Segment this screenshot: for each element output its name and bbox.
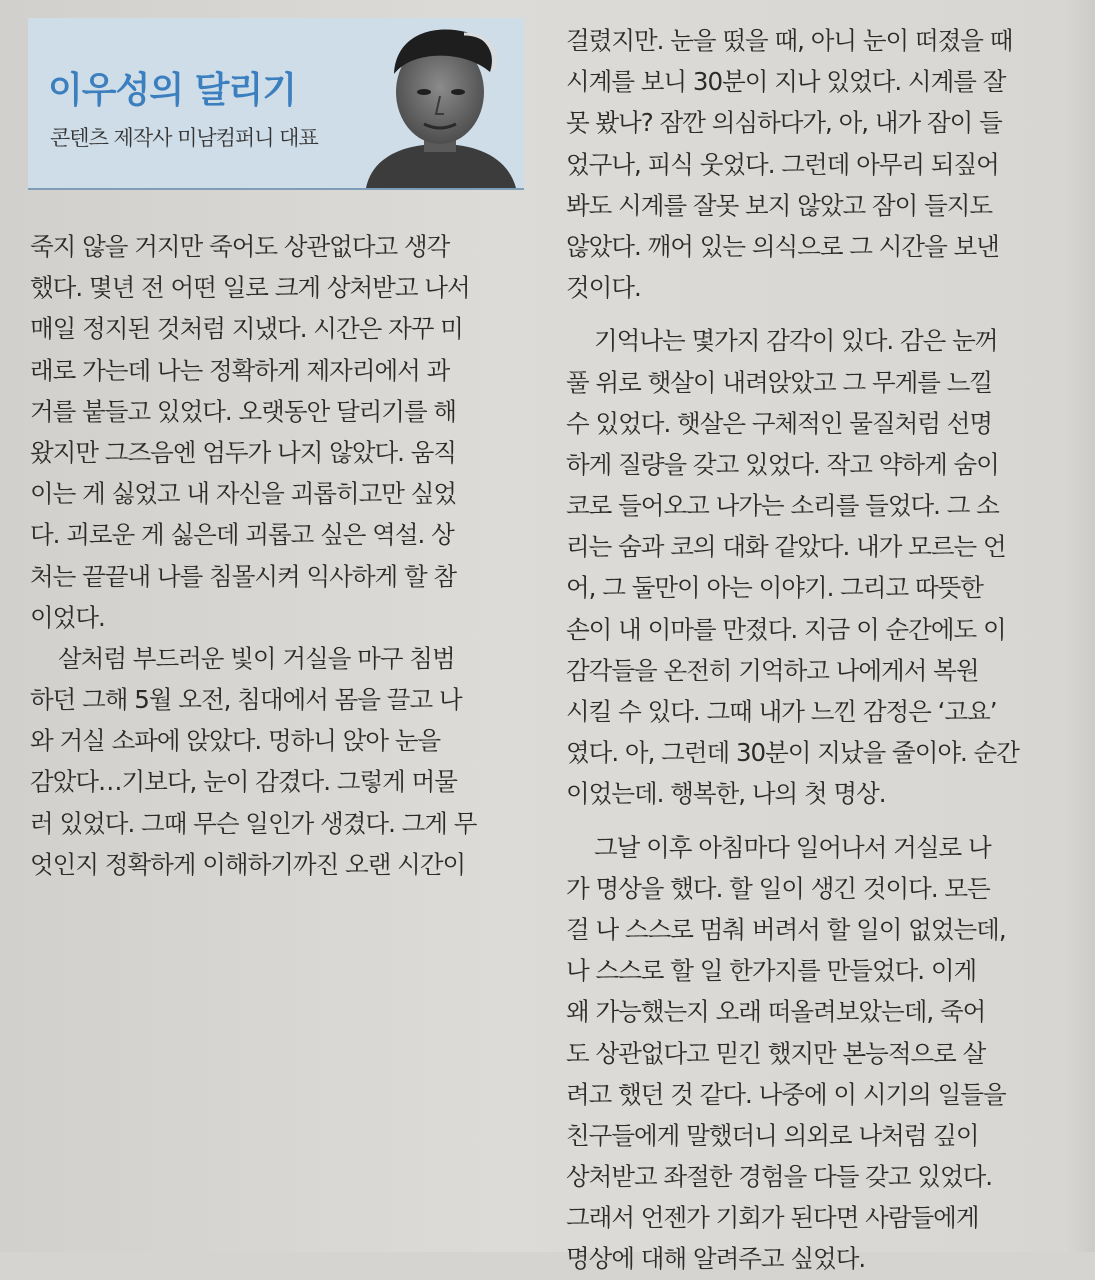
paragraph-gap bbox=[566, 308, 1066, 320]
text-line: 이는 게 싫었고 내 자신을 괴롭히고만 싶었 bbox=[30, 479, 457, 509]
text-line: 죽지 않을 거지만 죽어도 상관없다고 생각 bbox=[30, 232, 450, 261]
text-line: 매일 정지된 것처럼 지냈다. 시간은 자꾸 미 bbox=[30, 314, 463, 344]
text-line: 이었다. bbox=[30, 602, 105, 632]
paragraph-start-line: 기억나는 몇가지 감각이 있다. 감은 눈꺼 bbox=[594, 326, 998, 356]
text-line: 코로 들어오고 나가는 소리를 들었다. 그 소 bbox=[566, 491, 999, 521]
text-line: 다. 괴로운 게 싫은데 괴롭고 싶은 역설. 상 bbox=[30, 520, 454, 550]
text-line: 풀 위로 햇살이 내려앉았고 그 무게를 느낄 bbox=[566, 367, 993, 397]
text-line: 명상에 대해 알려주고 싶었다. bbox=[566, 1244, 866, 1274]
text-line: 했다. 몇년 전 어떤 일로 크게 상처받고 나서 bbox=[30, 273, 470, 303]
text-line: 왔지만 그즈음엔 엄두가 나지 않았다. 움직 bbox=[30, 437, 457, 467]
text-line: 하게 질량을 갖고 있었다. 작고 약하게 숨이 bbox=[566, 449, 999, 479]
text-line: 시계를 보니 30분이 지나 있었다. 시계를 잘 bbox=[566, 67, 1006, 97]
text-line: 거를 붙들고 있었다. 오랫동안 달리기를 해 bbox=[30, 396, 457, 426]
text-line: 와 거실 소파에 앉았다. 멍하니 앉아 눈을 bbox=[30, 726, 441, 756]
text-line: 도 상관없다고 믿긴 했지만 본능적으로 살 bbox=[566, 1038, 986, 1068]
author-byline: 콘텐츠 제작사 미남컴퍼니 대표 bbox=[50, 126, 318, 150]
text-line: 친구들에게 말했더니 의외로 나처럼 깊이 bbox=[566, 1120, 979, 1150]
text-line: 감각들을 온전히 기억하고 나에게서 복원 bbox=[566, 655, 979, 685]
text-line: 엇인지 정확하게 이해하기까진 오랜 시간이 bbox=[30, 849, 466, 879]
text-line: 려고 했던 것 같다. 나중에 이 시기의 일들을 bbox=[566, 1079, 1006, 1109]
column-header bbox=[28, 18, 524, 190]
text-line: 러 있었다. 그때 무슨 일인가 생겼다. 그게 무 bbox=[30, 808, 477, 838]
text-line: 수 있었다. 햇살은 구체적인 물질처럼 선명 bbox=[566, 408, 993, 438]
text-line: 걸렸지만. 눈을 떴을 때, 아니 눈이 떠졌을 때 bbox=[566, 26, 1013, 55]
text-line: 시킬 수 있다. 그때 내가 느낀 감정은 ‘고요’ bbox=[566, 697, 997, 726]
text-line: 처는 끝끝내 나를 침몰시켜 익사하게 할 참 bbox=[30, 561, 457, 591]
article-right-column bbox=[566, 20, 1066, 1280]
text-line: 것이다. bbox=[566, 273, 641, 303]
text-line: 였다. 아, 그런데 30분이 지났을 줄이야. 순간 bbox=[566, 738, 1019, 768]
paragraph-gap bbox=[566, 815, 1066, 827]
paragraph-start-line: 그날 이후 아침마다 일어나서 거실로 나 bbox=[594, 832, 991, 862]
author-portrait bbox=[358, 20, 522, 188]
text-line: 나 스스로 할 일 한가지를 만들었다. 이게 bbox=[566, 956, 977, 986]
text-line: 그래서 언젠가 기회가 된다면 사람들에게 bbox=[566, 1203, 979, 1233]
text-line: 봐도 시계를 잘못 보지 않았고 잠이 들지도 bbox=[566, 190, 993, 220]
text-line: 걸 나 스스로 멈춰 버려서 할 일이 없었는데, bbox=[566, 914, 1006, 944]
column-title: 이우성의 달리기 bbox=[48, 70, 296, 111]
page-edge-shadow bbox=[1065, 0, 1095, 1252]
text-line: 래로 가는데 나는 정확하게 제자리에서 과 bbox=[30, 355, 450, 385]
text-line: 가 명상을 했다. 할 일이 생긴 것이다. 모든 bbox=[566, 873, 990, 903]
text-line: 이었는데. 행복한, 나의 첫 명상. bbox=[566, 779, 886, 809]
text-line: 손이 내 이마를 만졌다. 지금 이 순간에도 이 bbox=[566, 614, 1006, 644]
article-left-column bbox=[30, 226, 530, 885]
paragraph-start-line: 살처럼 부드러운 빛이 거실을 마구 침범 bbox=[58, 643, 455, 673]
text-line: 었구나, 피식 웃었다. 그런데 아무리 되짚어 bbox=[566, 149, 999, 179]
text-line: 리는 숨과 코의 대화 같았다. 내가 모르는 언 bbox=[566, 532, 1006, 562]
text-line: 하던 그해 5월 오전, 침대에서 몸을 끌고 나 bbox=[30, 685, 462, 715]
text-line: 감았다…기보다, 눈이 감겼다. 그렇게 머물 bbox=[30, 767, 457, 797]
text-line: 않았다. 깨어 있는 의식으로 그 시간을 보낸 bbox=[566, 231, 999, 261]
text-line: 못 봤나? 잠깐 의심하다가, 아, 내가 잠이 들 bbox=[566, 108, 1002, 138]
text-line: 어, 그 둘만이 아는 이야기. 그리고 따뜻한 bbox=[566, 573, 983, 603]
text-line: 왜 가능했는지 오래 떠올려보았는데, 죽어 bbox=[566, 997, 986, 1027]
text-line: 상처받고 좌절한 경험을 다들 갖고 있었다. bbox=[566, 1162, 993, 1192]
